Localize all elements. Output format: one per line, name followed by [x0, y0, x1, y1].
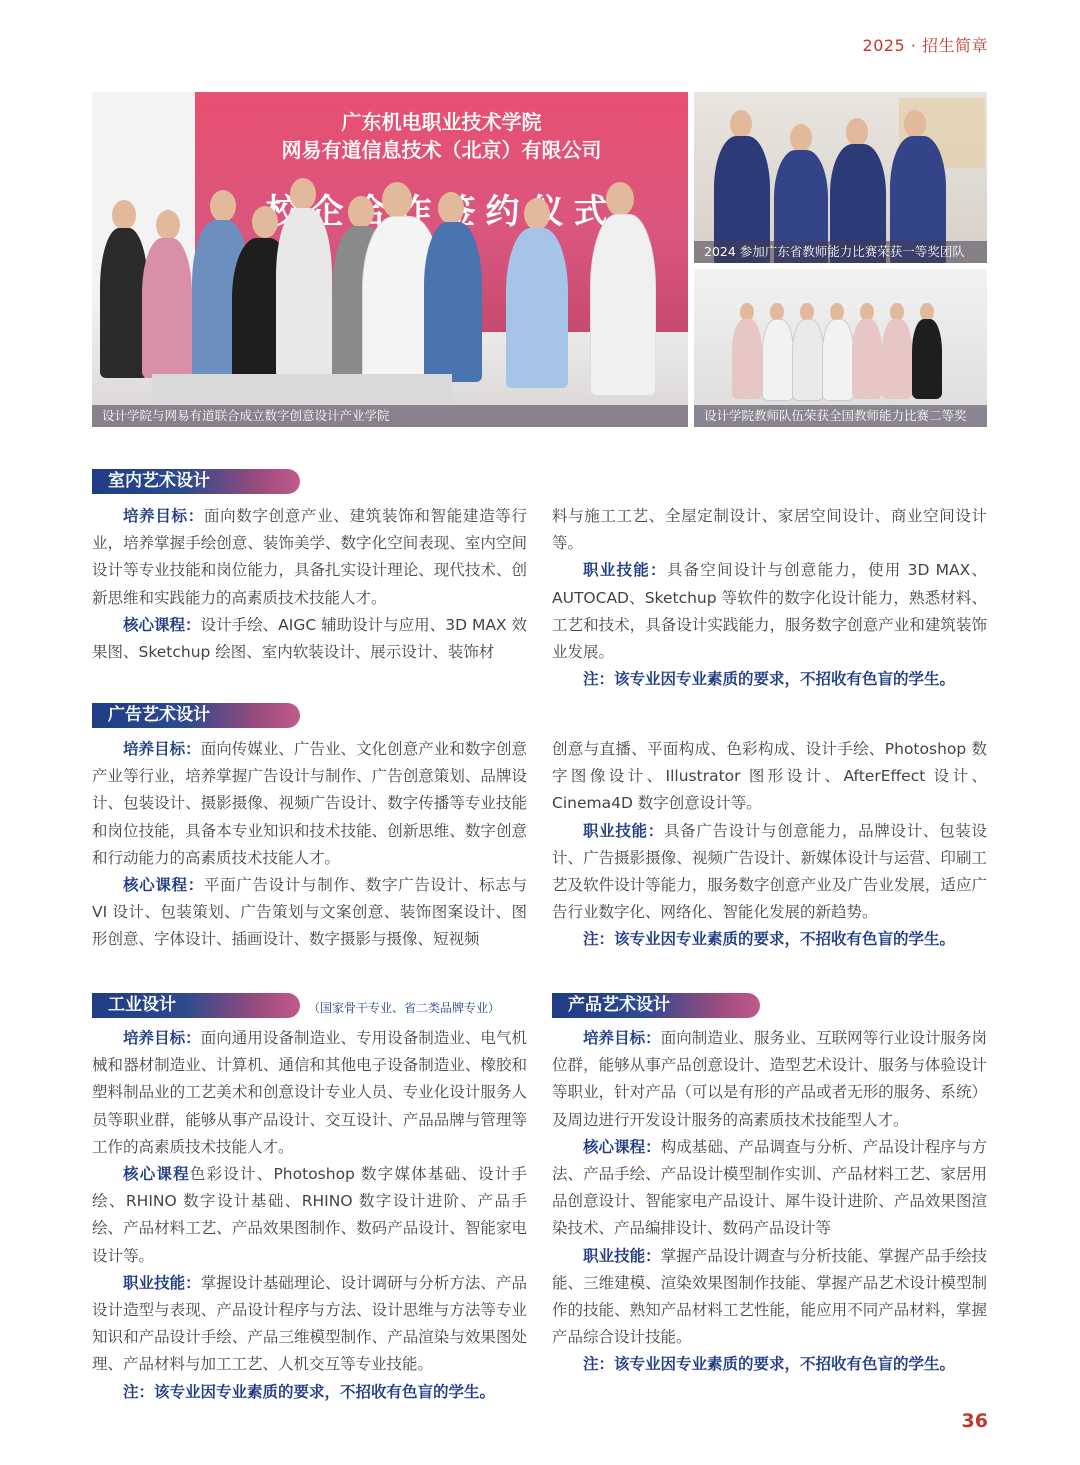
product-skill-label: 职业技能： [583, 1246, 661, 1265]
main-photo [92, 92, 688, 427]
award-team-caption: 2024 参加广东省教师能力比赛荣获一等奖团队 [694, 241, 987, 263]
industrial-column [92, 1025, 527, 1406]
section-title-industrial: 工业设计 [92, 993, 300, 1018]
interior-note: 注：该专业因专业素质的要求，不招收有色盲的学生。 [583, 670, 956, 689]
section-title-product: 产品艺术设计 [552, 993, 760, 1018]
industrial-goal-label: 培养目标： [123, 1029, 201, 1047]
industrial-note: 注：该专业因专业素质的要求，不招收有色盲的学生。 [123, 1382, 496, 1401]
interior-goal-label: 培养目标： [123, 507, 204, 525]
product-course-label: 核心课程： [583, 1137, 661, 1156]
advertising-goal-text: 面向传媒业、广告业、文化创意产业和数字创意产业等行业，培养掌握广告设计与制作、广告创意策划、品牌设计、包装设计、摄影摄像、视频广告设计、数字传播等专业技能和岗位技能，具备本专业知识和技术技能、创新思维、数字创意和行动能力的高素质技术技能人才。 [92, 740, 527, 867]
product-note: 注：该专业因专业素质的要求，不招收有色盲的学生。 [583, 1355, 956, 1374]
product-goal-text: 面向制造业、服务业、互联网等行业设计服务岗位群，能够从事产品创意设计、造型艺术设计、服务与体验设计等职业，针对产品（可以是有形的产品或者无形的服务、系统）及周边进行开发设计服务的高素质技术技能型人才。 [552, 1029, 987, 1129]
banner-line-1: 广东机电职业技术学院 [341, 110, 542, 134]
main-photo-caption: 设计学院与网易有道联合成立数字创意设计产业学院 [92, 405, 688, 427]
advertising-goal-label: 培养目标： [123, 740, 201, 758]
page-number: 36 [961, 1410, 988, 1432]
interior-goal-text: 面向数字创意产业、建筑装饰和智能建造等行业，培养掌握手绘创意、装饰美学、数字化空间表现、室内空间设计等专业技能和岗位能力，具备扎实设计理论、现代技术、创新思维和实践能力的高素质技术技能人才。 [92, 507, 527, 607]
product-column [552, 1025, 987, 1379]
interior-left-column [92, 503, 527, 666]
advertising-course-text-cont: 创意与直播、平面构成、色彩构成、设计手绘、Photoshop 数字图像设计、Illustrator 图形设计、AfterEffect 设计、Cinema4D 数字创意设计等。 [552, 740, 987, 813]
product-skill-text: 掌握产品设计调查与分析技能、掌握产品手绘技能、三维建模、渲染效果图制作技能、掌握产品艺术设计模型制作的技能、熟知产品材料工艺性能，能应用不同产品材料，掌握产品综合设计技能。 [552, 1246, 987, 1347]
advertising-left-column [92, 736, 527, 954]
interior-course-label: 核心课程： [123, 615, 201, 634]
industrial-course-text: 色彩设计、Photoshop 数字媒体基础、设计手绘、RHINO 数字设计基础、RHINO 数字设计进阶、产品手绘、产品材料工艺、产品效果图制作、数码产品设计、智能家电设计等。 [92, 1165, 527, 1265]
banner-line-2: 网易有道信息技术（北京）有限公司 [281, 138, 602, 162]
interior-skill-label: 职业技能： [583, 561, 667, 580]
advertising-skill-text: 具备广告设计与创意能力，品牌设计、包装设计、广告摄影摄像、视频广告设计、新媒体设计与运营、印刷工艺及软件设计等能力，服务数字创意产业及广告业发展，适应广告行业数字化、网络化、智能化发展的新趋势。 [552, 821, 987, 922]
advertising-skill-label: 职业技能： [583, 821, 664, 840]
award-team-photo [694, 92, 987, 263]
section-title-advertising: 广告艺术设计 [92, 703, 300, 728]
header-title: 2025 · 招生简章 [862, 36, 988, 55]
industrial-skill-label: 职业技能： [123, 1273, 201, 1292]
faculty-team-caption: 设计学院教师队伍荣获全国教师能力比赛二等奖 [694, 405, 987, 427]
industrial-tag: （国家骨干专业、省二类品牌专业） [308, 1001, 501, 1015]
section-title-interior: 室内艺术设计 [92, 469, 300, 494]
interior-course-text: 设计手绘、AIGC 辅助设计与应用、3D MAX 效果图、Sketchup 绘图、室内软装设计、展示设计、装饰材 [92, 615, 527, 662]
industrial-goal-text: 面向通用设备制造业、专用设备制造业、电气机械和器材制造业、计算机、通信和其他电子设备制造业、橡胶和塑料制品业的工艺美术和创意设计专业人员、专业化设计服务人员等职业群，能够从事产品设计、交互设计、产品品牌与管理等工作的高素质技术技能人才。 [92, 1029, 527, 1156]
interior-right-column [552, 503, 987, 693]
industrial-skill-text: 掌握设计基础理论、设计调研与分析方法、产品设计造型与表现、产品设计程序与方法、设计思维与方法等专业知识和产品设计手绘、产品三维模型制作、产品渲染与效果图处理、产品材料与加工工艺、人机交互等专业技能。 [92, 1273, 527, 1374]
advertising-course-text: 平面广告设计与制作、数字广告设计、标志与 VI 设计、包装策划、广告策划与文案创意、装饰图案设计、图形创意、字体设计、插画设计、数字摄影与摄像、短视频 [92, 876, 527, 949]
interior-course-text-cont: 料与施工工艺、全屋定制设计、家居空间设计、商业空间设计等。 [552, 507, 987, 553]
advertising-right-column [552, 736, 987, 954]
industrial-course-label: 核心课程 [123, 1165, 190, 1184]
product-goal-label: 培养目标： [583, 1029, 661, 1047]
product-course-text: 构成基础、产品调查与分析、产品设计程序与方法、产品手绘、产品设计模型制作实训、产品材料工艺、家居用品创意设计、智能家电产品设计、犀牛设计进阶、产品效果图渲染技术、产品编排设计、数码产品设计等 [552, 1137, 987, 1238]
faculty-team-photo [694, 269, 987, 427]
advertising-note: 注：该专业因专业素质的要求，不招收有色盲的学生。 [583, 930, 956, 949]
advertising-course-label: 核心课程： [123, 876, 204, 895]
interior-skill-text: 具备空间设计与创意能力，使用 3D MAX、AUTOCAD、Sketchup 等软件的数字化设计能力，熟悉材料、工艺和技术，具备设计实践能力，服务数字创意产业和建筑装饰业发展。 [552, 561, 987, 662]
